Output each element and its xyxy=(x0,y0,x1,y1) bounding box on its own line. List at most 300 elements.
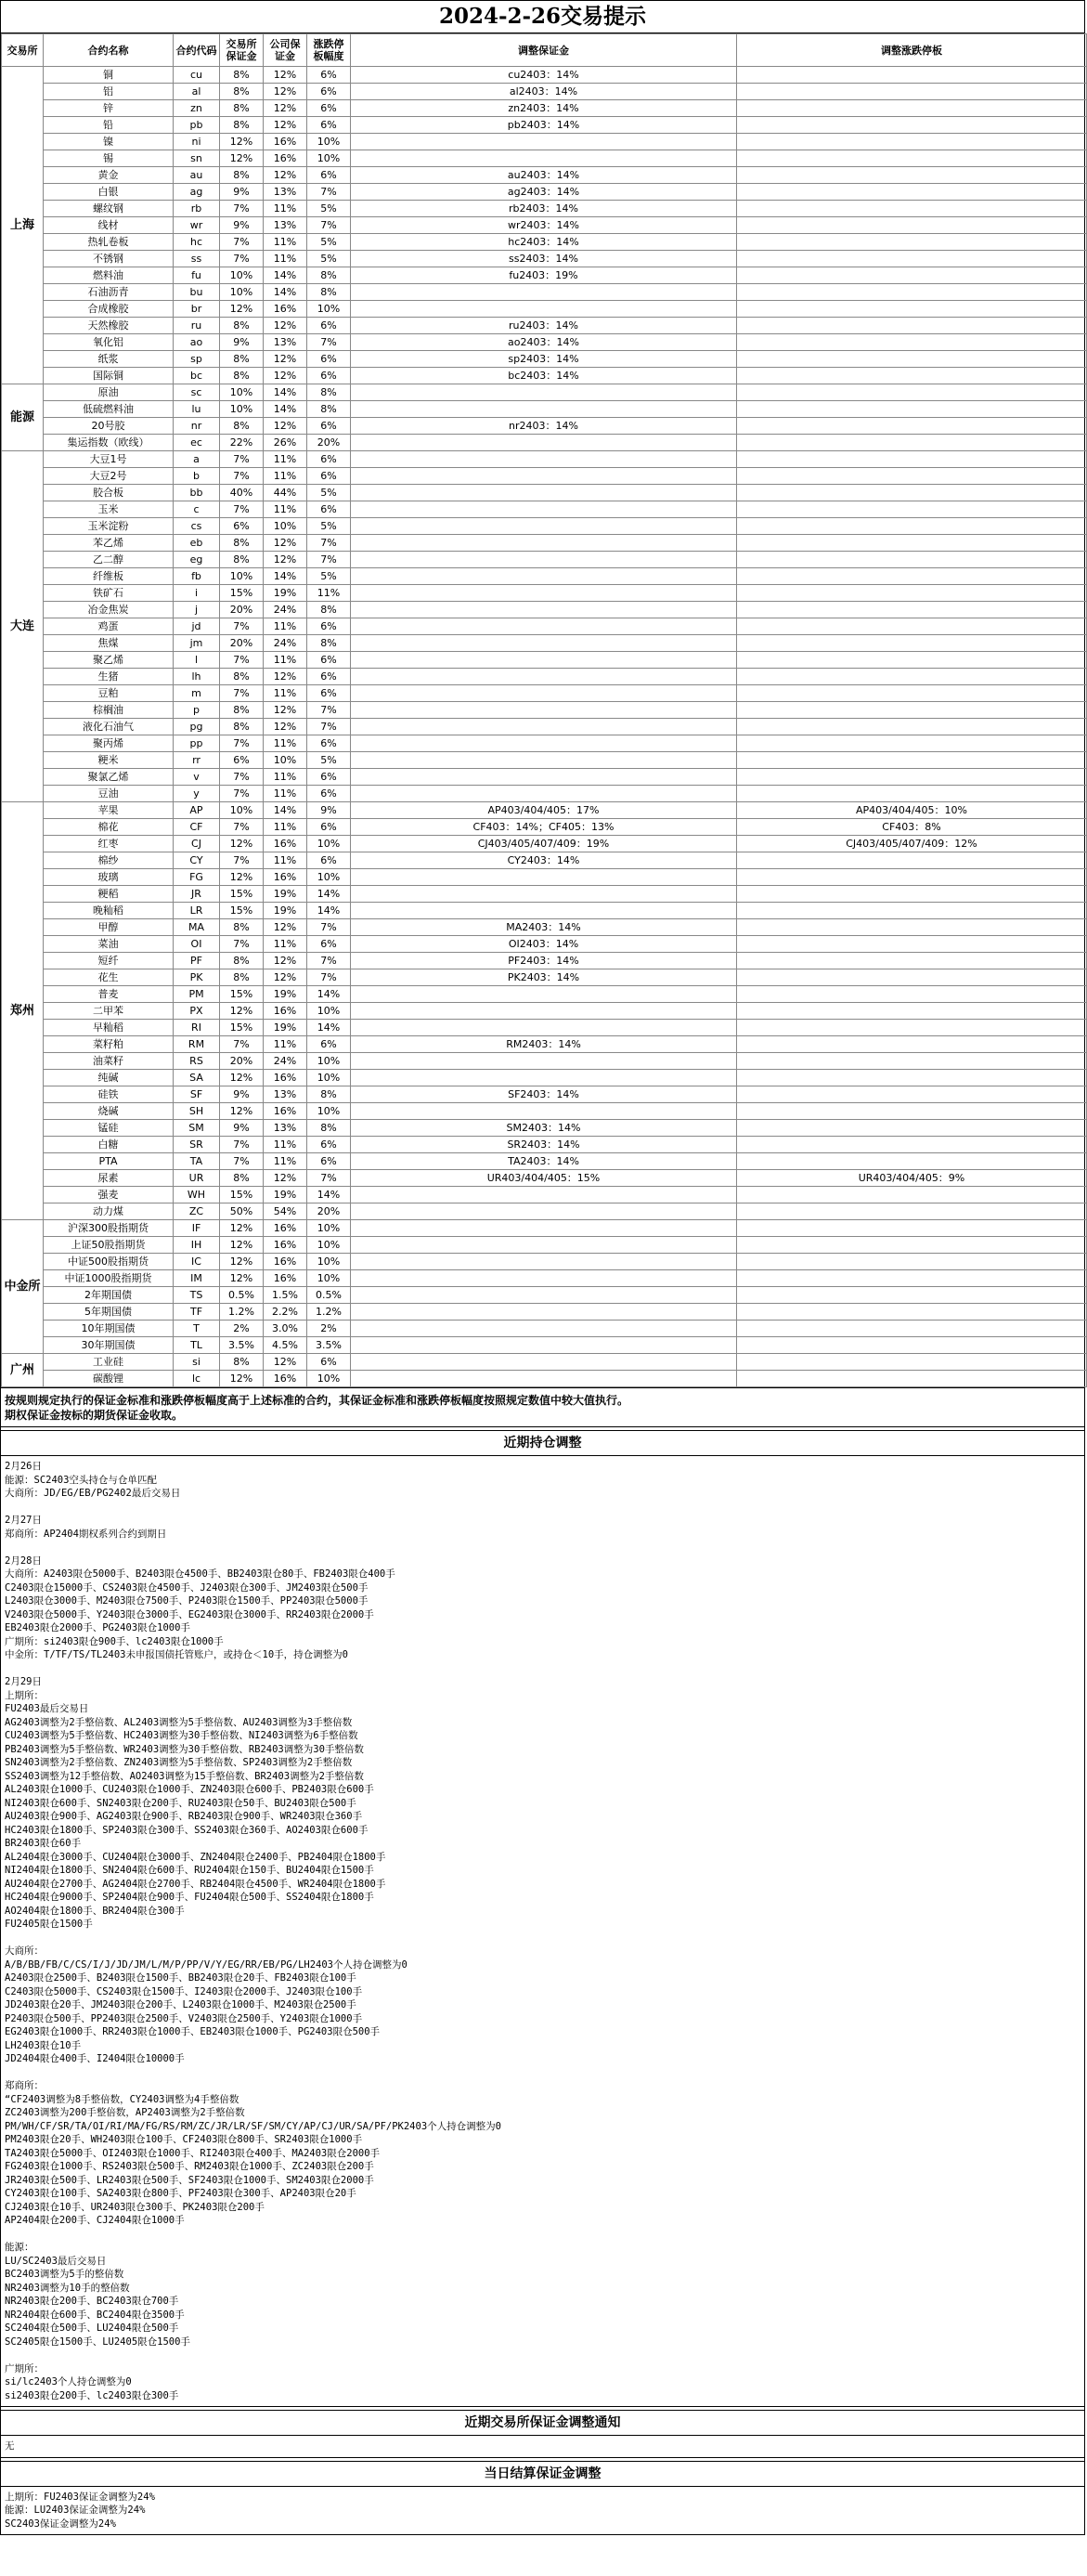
table-row xyxy=(2,1321,1087,1337)
contract-code-cell: T xyxy=(174,1321,220,1337)
contract-name-cell: 玻璃 xyxy=(44,869,174,886)
contract-name-cell: 菜籽粕 xyxy=(44,1036,174,1053)
contract-code-cell: a xyxy=(174,451,220,468)
limit-cell: 10% xyxy=(307,134,351,150)
adjusted-limit-cell: UR403/404/405：9% xyxy=(737,1170,1087,1187)
exchange-margin-cell: 8% xyxy=(220,418,264,435)
adjusted-margin-cell xyxy=(351,652,737,669)
contract-code-cell: CY xyxy=(174,852,220,869)
table-row xyxy=(2,568,1087,585)
table-row xyxy=(2,585,1087,602)
exchange-margin-cell: 9% xyxy=(220,217,264,234)
company-margin-cell: 14% xyxy=(264,384,307,401)
contract-code-cell: lh xyxy=(174,669,220,685)
contract-name-cell: 集运指数（欧线） xyxy=(44,435,174,451)
adjusted-limit-cell xyxy=(737,234,1087,251)
company-margin-cell: 12% xyxy=(264,167,307,184)
company-margin-cell: 11% xyxy=(264,234,307,251)
contract-name-cell: 花生 xyxy=(44,969,174,986)
table-row xyxy=(2,953,1087,969)
company-margin-cell: 4.5% xyxy=(264,1337,307,1354)
table-body xyxy=(2,67,1087,1387)
adjusted-margin-cell xyxy=(351,769,737,786)
adjusted-limit-cell xyxy=(737,919,1087,936)
adjusted-margin-cell xyxy=(351,468,737,485)
adjusted-limit-cell xyxy=(737,685,1087,702)
adjusted-limit-cell xyxy=(737,953,1087,969)
position-section-title: 近期持仓调整 xyxy=(1,1430,1084,1456)
limit-cell: 3.5% xyxy=(307,1337,351,1354)
limit-cell: 6% xyxy=(307,167,351,184)
adjusted-limit-cell xyxy=(737,1220,1087,1237)
exchange-margin-cell: 7% xyxy=(220,618,264,635)
limit-cell: 1.2% xyxy=(307,1304,351,1321)
adjusted-margin-cell: CF403：14%；CF405：13% xyxy=(351,819,737,836)
exchange-margin-cell: 12% xyxy=(220,1070,264,1086)
table-row xyxy=(2,451,1087,468)
adjusted-limit-cell xyxy=(737,585,1087,602)
contract-name-cell: 纤维板 xyxy=(44,568,174,585)
table-row xyxy=(2,134,1087,150)
position-line: PM/WH/CF/SR/TA/OI/RI/MA/FG/RS/RM/ZC/JR/LR/SF/SM/CY/AP/CJ/UR/SA/PF/PK2403个人持仓调整为0 xyxy=(5,2120,501,2132)
table-row xyxy=(2,602,1087,618)
contract-code-cell: IM xyxy=(174,1270,220,1287)
table-row xyxy=(2,1103,1087,1120)
adjusted-limit-cell xyxy=(737,1086,1087,1103)
contract-code-cell: au xyxy=(174,167,220,184)
table-row xyxy=(2,936,1087,953)
contract-code-cell: nr xyxy=(174,418,220,435)
limit-cell: 20% xyxy=(307,435,351,451)
limit-cell: 10% xyxy=(307,1053,351,1070)
company-margin-cell: 13% xyxy=(264,334,307,351)
limit-cell: 6% xyxy=(307,1036,351,1053)
limit-cell: 6% xyxy=(307,468,351,485)
adjusted-margin-cell xyxy=(351,1103,737,1120)
limit-cell: 10% xyxy=(307,1003,351,1020)
limit-cell: 8% xyxy=(307,635,351,652)
exchange-margin-cell: 8% xyxy=(220,100,264,117)
contract-code-cell: ec xyxy=(174,435,220,451)
table-row xyxy=(2,1203,1087,1220)
table-row xyxy=(2,435,1087,451)
table-row xyxy=(2,318,1087,334)
contract-name-cell: 鸡蛋 xyxy=(44,618,174,635)
exchange-margin-cell: 7% xyxy=(220,936,264,953)
contract-code-cell: p xyxy=(174,702,220,719)
table-row xyxy=(2,919,1087,936)
company-margin-cell: 12% xyxy=(264,418,307,435)
adjusted-limit-cell xyxy=(737,117,1087,134)
contract-name-cell: 二甲苯 xyxy=(44,1003,174,1020)
company-margin-cell: 16% xyxy=(264,1003,307,1020)
exchange-margin-cell: 8% xyxy=(220,719,264,735)
adjusted-limit-cell xyxy=(737,501,1087,518)
limit-cell: 6% xyxy=(307,67,351,84)
contract-name-cell: 上证50股指期货 xyxy=(44,1237,174,1254)
position-line: JD2403限仓20手、JM2403限仓200手、L2403限仓1000手、M2403限仓2500手 xyxy=(5,1999,356,2010)
exchange-margin-cell: 12% xyxy=(220,134,264,150)
exchange-margin-cell: 10% xyxy=(220,802,264,819)
contract-code-cell: ao xyxy=(174,334,220,351)
adjusted-limit-cell xyxy=(737,485,1087,501)
adjusted-margin-cell xyxy=(351,1254,737,1270)
table-row xyxy=(2,669,1087,685)
exchange-margin-cell: 0.5% xyxy=(220,1287,264,1304)
adjusted-limit-cell xyxy=(737,184,1087,201)
limit-cell: 6% xyxy=(307,685,351,702)
adjusted-limit-cell xyxy=(737,702,1087,719)
table-row xyxy=(2,1304,1087,1321)
exchange-margin-cell: 10% xyxy=(220,401,264,418)
limit-cell: 7% xyxy=(307,702,351,719)
contract-code-cell: SM xyxy=(174,1120,220,1137)
exchange-margin-cell: 7% xyxy=(220,201,264,217)
settle-line: 上期所：FU2403保证金调整为24% xyxy=(5,2491,155,2503)
header-contract-code: 合约代码 xyxy=(174,34,220,67)
company-margin-cell: 24% xyxy=(264,635,307,652)
table-row xyxy=(2,886,1087,903)
table-row xyxy=(2,368,1087,384)
contract-code-cell: zn xyxy=(174,100,220,117)
exchange-margin-cell: 9% xyxy=(220,1120,264,1137)
company-margin-cell: 19% xyxy=(264,1187,307,1203)
table-header-row xyxy=(2,34,1087,67)
adjusted-limit-cell xyxy=(737,1153,1087,1170)
adjusted-margin-cell xyxy=(351,735,737,752)
adjusted-margin-cell: zn2403：14% xyxy=(351,100,737,117)
contract-name-cell: 豆油 xyxy=(44,786,174,802)
contract-code-cell: AP xyxy=(174,802,220,819)
contract-code-cell: y xyxy=(174,786,220,802)
exchange-cell: 郑州 xyxy=(2,802,44,1220)
adjusted-margin-cell xyxy=(351,752,737,769)
adjusted-limit-cell xyxy=(737,652,1087,669)
adjusted-margin-cell xyxy=(351,568,737,585)
position-line: 能源：SC2403空头持仓与仓单匹配 xyxy=(5,1474,157,1486)
limit-cell: 10% xyxy=(307,301,351,318)
position-line: P2403限仓500手、PP2403限仓2500手、V2403限仓2500手、Y2403限仓1000手 xyxy=(5,2012,363,2024)
position-line: PM2403限仓20手、WH2403限仓100手、CF2403限仓800手、SR2403限仓1000手 xyxy=(5,2134,363,2145)
company-margin-cell: 14% xyxy=(264,267,307,284)
contract-name-cell: 粳米 xyxy=(44,752,174,769)
adjusted-limit-cell xyxy=(737,451,1087,468)
company-margin-cell: 11% xyxy=(264,652,307,669)
limit-cell: 5% xyxy=(307,568,351,585)
position-line: ZC2403调整为200手整倍数，AP2403调整为2手整倍数 xyxy=(5,2107,245,2118)
contract-name-cell: 锰硅 xyxy=(44,1120,174,1137)
table-row xyxy=(2,819,1087,836)
limit-cell: 7% xyxy=(307,217,351,234)
contract-code-cell: PK xyxy=(174,969,220,986)
settle-line: 能源：LU2403保证金调整为24% xyxy=(5,2504,146,2516)
adjusted-margin-cell xyxy=(351,552,737,568)
limit-cell: 20% xyxy=(307,1203,351,1220)
table-row xyxy=(2,1237,1087,1254)
limit-cell: 6% xyxy=(307,936,351,953)
table-row xyxy=(2,852,1087,869)
contract-code-cell: RI xyxy=(174,1020,220,1036)
exchange-margin-cell: 12% xyxy=(220,869,264,886)
adjusted-limit-cell xyxy=(737,1270,1087,1287)
limit-cell: 8% xyxy=(307,267,351,284)
position-line: 2月27日 xyxy=(5,1515,42,1526)
limit-cell: 7% xyxy=(307,969,351,986)
adjusted-margin-cell: wr2403：14% xyxy=(351,217,737,234)
exchange-margin-cell: 8% xyxy=(220,969,264,986)
company-margin-cell: 12% xyxy=(264,969,307,986)
company-margin-cell: 11% xyxy=(264,618,307,635)
table-row xyxy=(2,267,1087,284)
limit-cell: 10% xyxy=(307,150,351,167)
limit-cell: 10% xyxy=(307,869,351,886)
adjusted-limit-cell xyxy=(737,1321,1087,1337)
exchange-margin-cell: 8% xyxy=(220,669,264,685)
position-line: C2403限仓5000手、CS2403限仓1500手、I2403限仓2000手、J2403限仓100手 xyxy=(5,1985,363,1997)
adjusted-margin-cell: PF2403：14% xyxy=(351,953,737,969)
limit-cell: 14% xyxy=(307,1187,351,1203)
position-line: CU2403调整为5手整倍数、HC2403调整为30手整倍数、NI2403调整为6手整倍数 xyxy=(5,1730,358,1741)
adjusted-limit-cell: AP403/404/405：10% xyxy=(737,802,1087,819)
adjusted-limit-cell xyxy=(737,435,1087,451)
table-row xyxy=(2,234,1087,251)
adjusted-margin-cell xyxy=(351,1220,737,1237)
contract-code-cell: IC xyxy=(174,1254,220,1270)
adjusted-limit-cell xyxy=(737,518,1087,535)
table-row xyxy=(2,1120,1087,1137)
contract-name-cell: 中证1000股指期货 xyxy=(44,1270,174,1287)
contract-name-cell: 纯碱 xyxy=(44,1070,174,1086)
table-row xyxy=(2,1020,1087,1036)
exchange-margin-cell: 7% xyxy=(220,685,264,702)
contract-name-cell: 油菜籽 xyxy=(44,1053,174,1070)
settle-line: SC2403保证金调整为24% xyxy=(5,2517,116,2530)
table-row xyxy=(2,167,1087,184)
contract-name-cell: 不锈钢 xyxy=(44,251,174,267)
adjusted-margin-cell xyxy=(351,518,737,535)
company-margin-cell: 12% xyxy=(264,351,307,368)
adjusted-margin-cell: hc2403：14% xyxy=(351,234,737,251)
company-margin-cell: 2.2% xyxy=(264,1304,307,1321)
contract-name-cell: 石油沥青 xyxy=(44,284,174,301)
company-margin-cell: 19% xyxy=(264,585,307,602)
contract-name-cell: 大豆1号 xyxy=(44,451,174,468)
contract-name-cell: 低硫燃料油 xyxy=(44,401,174,418)
exchange-cell: 大连 xyxy=(2,451,44,802)
position-line: 2月26日 xyxy=(5,1461,42,1472)
table-row xyxy=(2,1187,1087,1203)
position-line: CY2403限仓100手、SA2403限仓800手、PF2403限仓300手、AP2403限仓20手 xyxy=(5,2188,356,2199)
position-line: V2403限仓5000手、Y2403限仓3000手、EG2403限仓3000手、RR2403限仓2000手 xyxy=(5,1608,374,1620)
position-line: AL2403限仓1000手、CU2403限仓1000手、ZN2403限仓600手、PB2403限仓600手 xyxy=(5,1784,374,1795)
company-margin-cell: 16% xyxy=(264,1103,307,1120)
adjusted-margin-cell xyxy=(351,134,737,150)
position-adjustments xyxy=(1,1456,1084,2407)
margin-notice-title: 近期交易所保证金调整通知 xyxy=(1,2410,1084,2436)
position-line: TA2403限仓5000手、OI2403限仓1000手、RI2403限仓400手、MA2403限仓2000手 xyxy=(5,2147,381,2159)
header-limit: 涨跌停板幅度 xyxy=(307,34,351,67)
adjusted-margin-cell: UR403/404/405：15% xyxy=(351,1170,737,1187)
contract-code-cell: ss xyxy=(174,251,220,267)
position-line: 中金所：T/TF/TS/TL2403未申报国债托管账户，或持仓＜10手，持仓调整为0 xyxy=(5,1649,348,1660)
company-margin-cell: 11% xyxy=(264,468,307,485)
contract-name-cell: 早籼稻 xyxy=(44,1020,174,1036)
position-line: AL2404限仓3000手、CU2404限仓3000手、ZN2404限仓2400手、PB2404限仓1800手 xyxy=(5,1851,386,1863)
adjusted-limit-cell xyxy=(737,418,1087,435)
contract-name-cell: 碳酸锂 xyxy=(44,1371,174,1387)
contract-name-cell: 棉纱 xyxy=(44,852,174,869)
table-row xyxy=(2,618,1087,635)
adjusted-limit-cell xyxy=(737,618,1087,635)
table-row xyxy=(2,719,1087,735)
limit-cell: 6% xyxy=(307,368,351,384)
company-margin-cell: 12% xyxy=(264,1354,307,1371)
position-line: 郑商所： xyxy=(5,2080,44,2091)
position-line: EB2403限仓2000手、PG2403限仓1000手 xyxy=(5,1622,190,1633)
exchange-margin-cell: 7% xyxy=(220,1153,264,1170)
position-line: LH2403限仓10手 xyxy=(5,2039,82,2051)
exchange-margin-cell: 9% xyxy=(220,184,264,201)
adjusted-limit-cell xyxy=(737,1337,1087,1354)
contract-code-cell: TF xyxy=(174,1304,220,1321)
position-line: 大商所： xyxy=(5,1945,44,1957)
adjusted-margin-cell: PK2403：14% xyxy=(351,969,737,986)
company-margin-cell: 16% xyxy=(264,134,307,150)
exchange-margin-cell: 20% xyxy=(220,635,264,652)
exchange-margin-cell: 8% xyxy=(220,953,264,969)
limit-cell: 14% xyxy=(307,986,351,1003)
adjusted-limit-cell xyxy=(737,1053,1087,1070)
adjusted-limit-cell xyxy=(737,568,1087,585)
contract-name-cell: 聚丙烯 xyxy=(44,735,174,752)
position-line: JR2403限仓500手、LR2403限仓500手、SF2403限仓1000手、SM2403限仓2000手 xyxy=(5,2174,374,2186)
limit-cell: 7% xyxy=(307,334,351,351)
adjusted-limit-cell xyxy=(737,1287,1087,1304)
limit-cell: 6% xyxy=(307,100,351,117)
table-row xyxy=(2,84,1087,100)
exchange-margin-cell: 7% xyxy=(220,735,264,752)
contract-code-cell: LR xyxy=(174,903,220,919)
adjusted-margin-cell xyxy=(351,1270,737,1287)
adjusted-margin-cell xyxy=(351,786,737,802)
contract-name-cell: 中证500股指期货 xyxy=(44,1254,174,1270)
spacer xyxy=(5,1662,1081,1676)
contract-code-cell: JR xyxy=(174,886,220,903)
adjusted-margin-cell xyxy=(351,435,737,451)
company-margin-cell: 14% xyxy=(264,401,307,418)
adjusted-margin-cell xyxy=(351,284,737,301)
exchange-margin-cell: 10% xyxy=(220,568,264,585)
table-row xyxy=(2,485,1087,501)
adjusted-margin-cell xyxy=(351,685,737,702)
company-margin-cell: 11% xyxy=(264,852,307,869)
company-margin-cell: 13% xyxy=(264,184,307,201)
exchange-margin-cell: 12% xyxy=(220,1254,264,1270)
company-margin-cell: 11% xyxy=(264,1137,307,1153)
exchange-margin-cell: 8% xyxy=(220,117,264,134)
company-margin-cell: 12% xyxy=(264,702,307,719)
contract-code-cell: ZC xyxy=(174,1203,220,1220)
contract-code-cell: CF xyxy=(174,819,220,836)
position-line: NI2403限仓600手、SN2403限仓200手、RU2403限仓50手、BU2403限仓500手 xyxy=(5,1797,356,1809)
adjusted-limit-cell: CF403：8% xyxy=(737,819,1087,836)
exchange-margin-cell: 7% xyxy=(220,1036,264,1053)
contract-code-cell: SF xyxy=(174,1086,220,1103)
company-margin-cell: 11% xyxy=(264,735,307,752)
company-margin-cell: 16% xyxy=(264,1220,307,1237)
position-line: L2403限仓3000手、M2403限仓7500手、P2403限仓1500手、PP2403限仓5000手 xyxy=(5,1595,369,1607)
contract-name-cell: 红枣 xyxy=(44,836,174,852)
table-row xyxy=(2,969,1087,986)
contract-code-cell: TL xyxy=(174,1337,220,1354)
table-row xyxy=(2,1086,1087,1103)
limit-cell: 14% xyxy=(307,903,351,919)
company-margin-cell: 26% xyxy=(264,435,307,451)
contract-name-cell: 短纤 xyxy=(44,953,174,969)
adjusted-margin-cell xyxy=(351,618,737,635)
contract-name-cell: 天然橡胶 xyxy=(44,318,174,334)
company-margin-cell: 11% xyxy=(264,501,307,518)
contract-code-cell: TS xyxy=(174,1287,220,1304)
exchange-margin-cell: 40% xyxy=(220,485,264,501)
contract-code-cell: lc xyxy=(174,1371,220,1387)
contract-name-cell: 生猪 xyxy=(44,669,174,685)
adjusted-margin-cell: ag2403：14% xyxy=(351,184,737,201)
limit-cell: 7% xyxy=(307,719,351,735)
table-row xyxy=(2,1003,1087,1020)
adjusted-margin-cell xyxy=(351,1354,737,1371)
company-margin-cell: 3.0% xyxy=(264,1321,307,1337)
table-row xyxy=(2,201,1087,217)
header-company-margin: 公司保证金 xyxy=(264,34,307,67)
company-margin-cell: 24% xyxy=(264,1053,307,1070)
contract-name-cell: 菜油 xyxy=(44,936,174,953)
exchange-margin-cell: 8% xyxy=(220,351,264,368)
company-margin-cell: 11% xyxy=(264,1036,307,1053)
contract-code-cell: bu xyxy=(174,284,220,301)
exchange-margin-cell: 9% xyxy=(220,1086,264,1103)
adjusted-margin-cell xyxy=(351,669,737,685)
contract-code-cell: UR xyxy=(174,1170,220,1187)
table-row xyxy=(2,869,1087,886)
position-line: FG2403限仓1000手、RS2403限仓500手、RM2403限仓1000手、ZC2403限仓200手 xyxy=(5,2161,374,2172)
contract-name-cell: 黄金 xyxy=(44,167,174,184)
contract-name-cell: 沪深300股指期货 xyxy=(44,1220,174,1237)
contract-code-cell: i xyxy=(174,585,220,602)
contract-code-cell: pg xyxy=(174,719,220,735)
adjusted-margin-cell xyxy=(351,501,737,518)
company-margin-cell: 14% xyxy=(264,568,307,585)
adjusted-limit-cell xyxy=(737,351,1087,368)
contract-code-cell: PF xyxy=(174,953,220,969)
position-line: 大商所：A2403限仓5000手、B2403限仓4500手、BB2403限仓80手、FB2403限仓400手 xyxy=(5,1568,395,1580)
position-line: 能源： xyxy=(5,2242,34,2253)
position-line: PB2403调整为5手整倍数、WR2403调整为30手整倍数、RB2403调整为30手整倍数 xyxy=(5,1743,364,1755)
position-line: HC2403限仓1800手、SP2403限仓300手、SS2403限仓360手、AO2403限仓600手 xyxy=(5,1824,369,1836)
exchange-margin-cell: 15% xyxy=(220,903,264,919)
contract-name-cell: 强麦 xyxy=(44,1187,174,1203)
limit-cell: 6% xyxy=(307,451,351,468)
table-row xyxy=(2,1036,1087,1053)
limit-cell: 7% xyxy=(307,184,351,201)
table-row xyxy=(2,1270,1087,1287)
contract-code-cell: j xyxy=(174,602,220,618)
position-line: NR2404限仓600手、BC2404限仓3500手 xyxy=(5,2309,185,2321)
contract-name-cell: 聚氯乙烯 xyxy=(44,769,174,786)
exchange-margin-cell: 7% xyxy=(220,234,264,251)
contract-code-cell: m xyxy=(174,685,220,702)
limit-cell: 7% xyxy=(307,953,351,969)
